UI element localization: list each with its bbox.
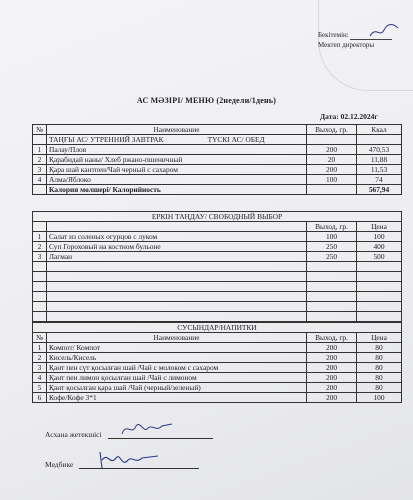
empty-row: [33, 282, 402, 292]
empty-row: [33, 302, 402, 312]
table-row: 3 Қант пен сүт қосылған шай /Чай с молоком с сахаром 200 80: [33, 363, 402, 373]
empty-row: [33, 272, 402, 282]
table-row: 5 Қант қосылған қара шай /Чай (черный/зеленый) 200 80: [33, 383, 402, 393]
table-row: 6 Кофе/Кофе 3*1 200 100: [33, 393, 402, 403]
cook-signature: [118, 418, 178, 440]
table-row: 2 Кисель/Кисель 200 80: [33, 353, 402, 363]
empty-row: [33, 312, 402, 322]
table-header: № Наименование Выход, гр. Цена: [33, 333, 402, 343]
director-signature: [368, 22, 400, 40]
table-row: 2 Қарабидай наны/ Хлеб ржано-пшеничный 20 11,88: [33, 155, 402, 165]
table-row: 1 Компот/ Компот 200 80: [33, 343, 402, 353]
table-header: № Наименование Выход, гр. Ккал: [33, 125, 402, 135]
empty-row: [33, 292, 402, 302]
director-label: Мектеп директоры: [318, 41, 375, 49]
nurse-label: Медбике: [45, 460, 74, 469]
table-row: 4 Қант пен лимон қосылған шай /Чай с лимоном 200 80: [33, 373, 402, 383]
table-row: 2 Суп Гороховый на костном бульоне 250 400: [33, 242, 402, 252]
breakfast-lunch-table: [32, 124, 402, 195]
section-row: СУСЫНДАР/НАПИТКИ: [33, 323, 402, 333]
table-row: 3 Қара шай кантпен/Чай черный с сахаром 200 11,53: [33, 165, 402, 175]
nurse-signature: [96, 446, 166, 472]
table-row: 4 Алма/Яблоко 100 74: [33, 175, 402, 185]
table-row: 1 Салат из соленых огурцов с луком 100 100: [33, 232, 402, 242]
cook-label: Асхана жетекшісі: [45, 430, 102, 439]
free-choice-table: [32, 211, 402, 322]
total-row: Калория мөлшері/ Калорийность 567,94: [33, 185, 402, 195]
menu-date: Дата: 02.12.2024г: [320, 112, 378, 121]
table-row: 3 Лагман 250 500: [33, 252, 402, 262]
section-row: ЕРКІН ТАҢДАУ/ СВОБОДНЫЙ ВЫБОР: [33, 212, 402, 222]
table-row: 1 Палау/Плов 200 470,53: [33, 145, 402, 155]
empty-row: [33, 262, 402, 272]
section-row: ТАҢҒЫ АС/ УТРЕННИЙ ЗАВТРАК ТҮСКІ АС/ ОБЕД: [33, 135, 402, 145]
table-header: Выход, гр. Цена: [33, 222, 402, 232]
approval-label: Бекітемін:: [318, 31, 349, 39]
page-title: АС МӘЗІРІ/ МЕНЮ (2недели/1день): [136, 96, 277, 105]
drinks-table: [32, 322, 402, 403]
